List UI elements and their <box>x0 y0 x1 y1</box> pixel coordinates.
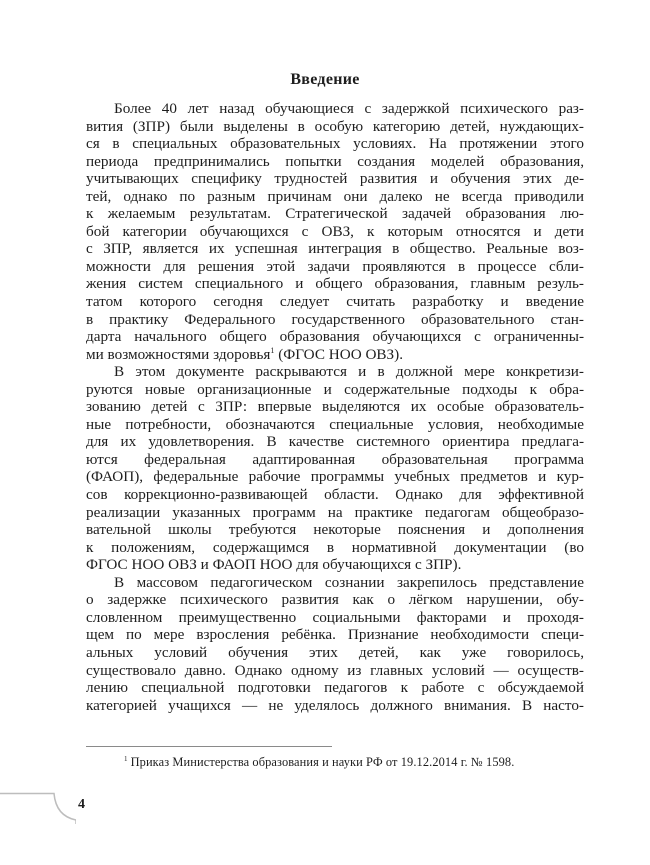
text-line: зованию детей с ЗПР: впервые выделяются их особые образователь- <box>86 398 584 416</box>
text-line: можности для решения этой задачи проявляются в процессе сбли- <box>86 257 584 275</box>
text-line: к положениям, содержащимся в нормативной документации (во <box>86 538 584 556</box>
text-line: лению специальной подготовки педагогов к работе с обсуждаемой <box>86 679 584 697</box>
text-line: Более 40 лет назад обучающиеся с задержкой психического раз- <box>114 100 584 117</box>
page-number: 4 <box>78 797 85 812</box>
text-line: вития (ЗПР) были выделены в особую категорию детей, нуждающих- <box>86 117 584 135</box>
text-line: категорией учащихся — не уделялось должного внимания. В насто- <box>86 696 584 714</box>
text-line <box>86 346 584 364</box>
text-line: руются новые организационные и содержательные подходы к обра- <box>86 380 584 398</box>
footnote-marker: 1 <box>124 755 128 763</box>
text-line: ются федеральная адаптированная образовательная программа <box>86 450 584 468</box>
footnote-text: Приказ Министерства образования и науки РФ от 19.12.2014 г. № 1598. <box>130 755 515 769</box>
body-text <box>86 100 584 714</box>
text-line: ные потребности, обозначаются специальные условия, необходимые <box>86 415 584 433</box>
text-line: альных условий обучения этих детей, как уже говорилось, <box>86 643 584 661</box>
footnote-reference[interactable]: 1 <box>270 345 275 355</box>
page-corner-decoration <box>0 792 76 824</box>
footnote-divider <box>86 746 332 747</box>
text-line: вательной школы требуются некоторые пояснения и дополнения <box>86 521 584 539</box>
text-fragment: ми возможностями здоровья <box>86 345 271 363</box>
text-line: татом которого сегодня следует считать разработку и введение <box>86 293 584 311</box>
text-line: ся в специальных образовательных условиях. На протяжении этого <box>86 135 584 153</box>
text-fragment: (ФГОС НОО ОВЗ). <box>274 345 404 363</box>
text-line: В этом документе раскрываются и в должной мере конкретизи- <box>114 363 584 381</box>
text-line: существовало давно. Однако одному из главных условий — осуществ- <box>86 661 584 679</box>
text-line: о задержке психического развития как о лёгком нарушении, обу- <box>86 591 584 609</box>
text-line: учитывающих специфику трудностей развития и обучения этих де- <box>86 170 584 188</box>
text-line: для их удовлетворения. В качестве системного ориентира предлага- <box>86 433 584 451</box>
text-line: в практику Федерального государственного образовательного стан- <box>86 310 584 328</box>
footnote <box>124 755 514 770</box>
text-line: словленном преимущественно социальными факторами и проходя- <box>86 608 584 626</box>
text-line: сов коррекционно-развивающей области. Однако для эффективной <box>86 486 584 504</box>
text-line: жения систем специального и общего образования, главным резуль- <box>86 275 584 293</box>
text-line: щем по мере взросления ребёнка. Признание необходимости специ- <box>86 626 584 644</box>
text-line: В массовом педагогическом сознании закрепилось представление <box>114 573 584 591</box>
text-line: ФГОС НОО ОВЗ и ФАОП НОО для обучающихся с ЗПР). <box>86 556 462 574</box>
text-line: периода предпринимались попытки создания моделей образования, <box>86 152 584 170</box>
section-title: Введение <box>290 71 360 88</box>
text-line: с ЗПР, является их успешная интеграция в общество. Реальные воз- <box>86 240 584 258</box>
text-line: (ФАОП), федеральные рабочие программы учебных предметов и кур- <box>86 468 584 486</box>
text-line: тей, однако по разным причинам они далеко не всегда приводили <box>86 187 584 205</box>
text-line: реализации указанных программ на практике педагогам общеобразо- <box>86 503 584 521</box>
text-line: дарта начального общего образования обучающихся с ограниченны- <box>86 328 584 346</box>
text-line: бой категории обучающихся с ОВЗ, к которым относятся и дети <box>86 222 584 240</box>
text-line: к желаемым результатам. Стратегической задачей образования лю- <box>86 205 584 223</box>
